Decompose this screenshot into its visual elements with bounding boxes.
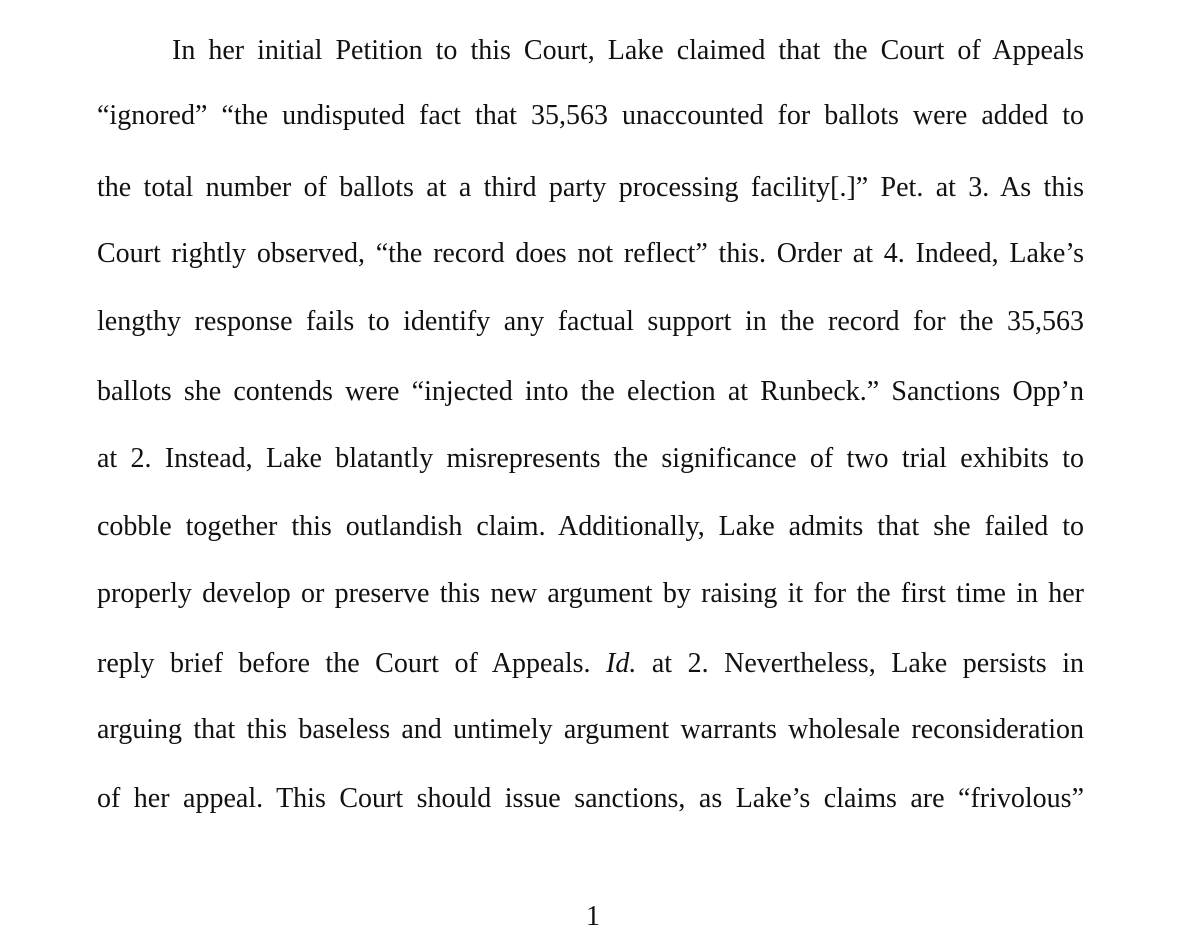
paragraph-line-8: cobble together this outlandish claim. Additionally, Lake admits that she failed to [97,511,1084,542]
paragraph-line-12: of her appeal. This Court should issue sanctions, as Lake’s claims are “frivolous” [97,783,1084,814]
paragraph-line-9: properly develop or preserve this new argument by raising it for the first time in her [97,578,1084,609]
paragraph-line-5: lengthy response fails to identify any factual support in the record for the 35,563 [97,306,1084,337]
line-10-text-after: at 2. Nevertheless, Lake persists in [636,648,1084,679]
paragraph-line-10 [97,647,1084,681]
paragraph-line-7: at 2. Instead, Lake blatantly misrepresents the significance of two trial exhibits to [97,443,1084,474]
line-10-text-before: reply brief before the Court of Appeals. [97,648,607,679]
paragraph-line-6: ballots she contends were “injected into the election at Runbeck.” Sanctions Opp’n [97,376,1084,407]
paragraph-line-1: In her initial Petition to this Court, Lake claimed that the Court of Appeals [172,35,1084,66]
paragraph-line-4: Court rightly observed, “the record does not reflect” this. Order at 4. Indeed, Lake’s [97,238,1084,269]
id-citation-italic: Id. [606,648,637,679]
paragraph-line-11: arguing that this baseless and untimely argument warrants wholesale reconsideration [97,714,1084,745]
paragraph-line-2: “ignored” “the undisputed fact that 35,563 unaccounted for ballots were added to [97,100,1084,131]
paragraph-line-3: the total number of ballots at a third party processing facility[.]” Pet. at 3. As this [97,172,1084,203]
page-number: 1 [586,901,600,932]
